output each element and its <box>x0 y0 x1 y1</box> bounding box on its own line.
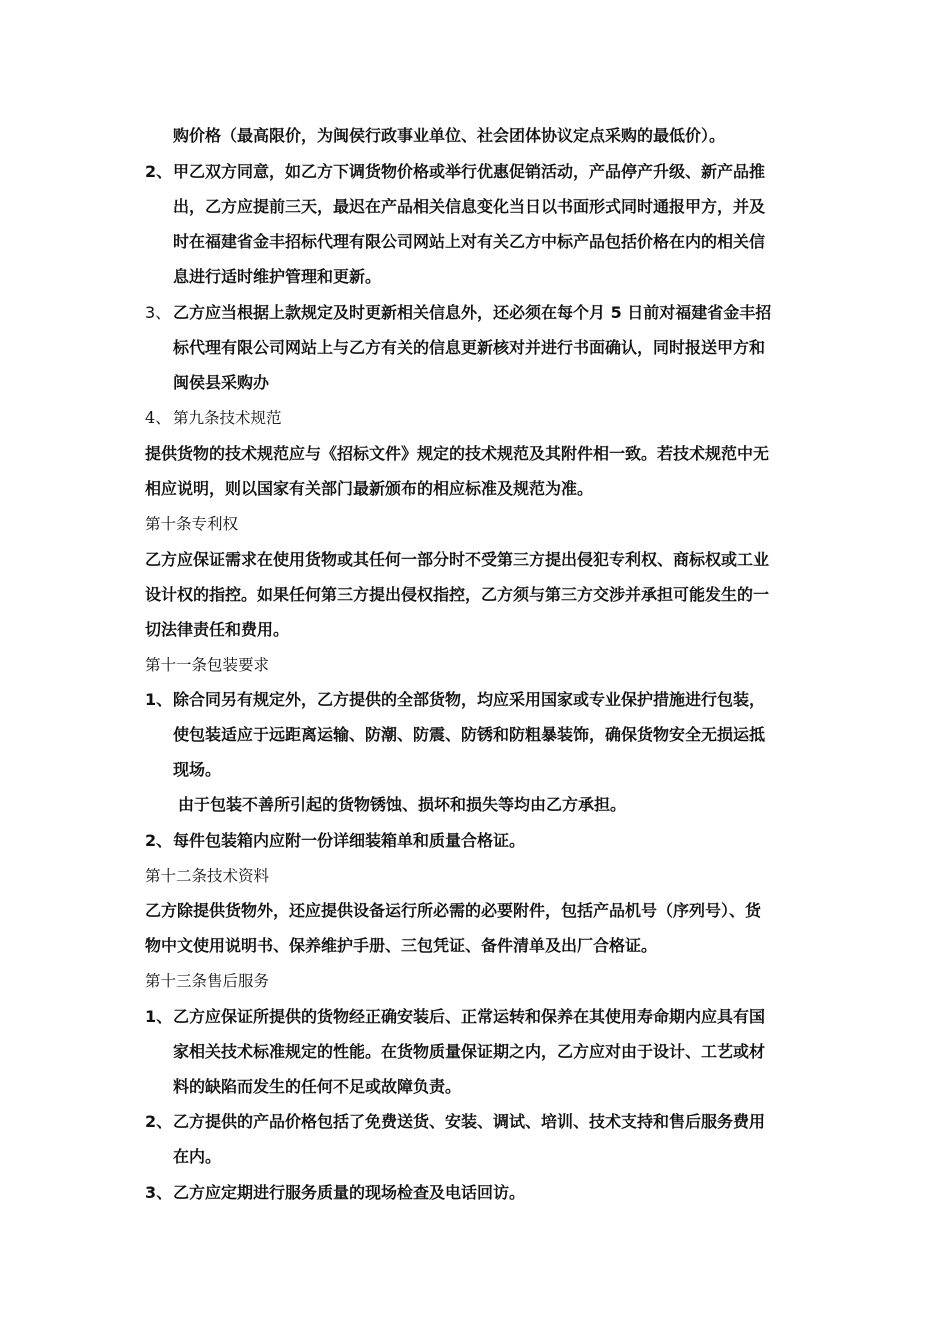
paragraph-line: 甲乙双方同意，如乙方下调货物价格或举行优惠促销活动，产品停产升级、新产品推 <box>173 162 766 181</box>
list-number: 1、 <box>145 1007 173 1026</box>
section-heading: 第十条专利权 <box>145 515 239 533</box>
paragraph-line: 由于包装不善所引起的货物锈蚀、损坏和损失等均由乙方承担。 <box>178 795 627 814</box>
paragraph-line: 乙方应保证所提供的货物经正确安装后、正常运转和保养在其使用寿命期内应具有国 <box>173 1007 766 1026</box>
paragraph-line: 标代理有限公司网站上与乙方有关的信息更新核对并进行书面确认，同时报送甲方和 <box>173 338 766 357</box>
paragraph-line: 出，乙方应提前三天，最迟在产品相关信息变化当日以书面形式同时通报甲方，并及 <box>173 197 766 216</box>
paragraph-line: 提供货物的技术规范应与《招标文件》规定的技术规范及其附件相一致。若技术规范中无 <box>145 444 770 463</box>
list-number: 2、 <box>145 162 173 181</box>
paragraph-line: 乙方应保证需求在使用货物或其任何一部分时不受第三方提出侵犯专利权、商标权或工业 <box>145 550 770 569</box>
paragraph-line: 料的缺陷而发生的任何不足或故障负责。 <box>173 1077 462 1096</box>
list-number: 3、 <box>145 303 172 322</box>
paragraph-line: 在内。 <box>173 1147 222 1166</box>
paragraph-line: 切法律责任和费用。 <box>145 620 290 639</box>
paragraph-line: 时在福建省金丰招标代理有限公司网站上对有关乙方中标产品包括价格在内的相关信 <box>173 232 766 251</box>
paragraph-line: 除合同另有规定外，乙方提供的全部货物，均应采用国家或专业保护措施进行包装， <box>173 690 766 709</box>
list-number: 4、 <box>145 408 172 427</box>
section-heading: 第十二条技术资料 <box>145 867 270 885</box>
paragraph-line: 相应说明，则以国家有关部门最新颁布的相应标准及规范为准。 <box>145 479 594 498</box>
paragraph-line: 每件包装箱内应附一份详细装箱单和质量合格证。 <box>173 831 526 850</box>
paragraph-line: 乙方提供的产品价格包括了免费送货、安装、调试、培训、技术支持和售后服务费用 <box>173 1112 766 1131</box>
section-heading: 第十一条包装要求 <box>145 656 270 674</box>
list-number: 1、 <box>145 690 173 709</box>
paragraph-line: 乙方除提供货物外，还应提供设备运行所必需的必要附件，包括产品机号（序列号）、货 <box>145 901 762 920</box>
paragraph-line: 息进行适时维护管理和更新。 <box>173 267 382 286</box>
section-heading: 第九条技术规范 <box>173 409 282 427</box>
paragraph-line: 使包装适应于远距离运输、防潮、防震、防锈和防粗暴装饰，确保货物安全无损运抵 <box>173 725 766 744</box>
paragraph-line: 乙方应当根据上款规定及时更新相关信息外，还必须在每个月 5 日前对福建省金丰招 <box>173 303 772 322</box>
paragraph-line: 现场。 <box>173 760 222 779</box>
list-number: 2、 <box>145 831 173 850</box>
paragraph-line: 设计权的指控。如果任何第三方提出侵权指控，乙方须与第三方交涉并承担可能发生的一 <box>145 585 770 604</box>
list-number: 2、 <box>145 1112 173 1131</box>
section-heading: 第十三条售后服务 <box>145 972 270 990</box>
paragraph-line: 乙方应定期进行服务质量的现场检查及电话回访。 <box>173 1183 526 1202</box>
list-number: 3、 <box>145 1183 173 1202</box>
paragraph-line: 闽侯县采购办 <box>173 373 270 392</box>
paragraph-line: 家相关技术标准规定的性能。在货物质量保证期之内，乙方应对由于设计、工艺或材 <box>173 1042 766 1061</box>
paragraph-line: 购价格（最高限价，为闽侯行政事业单位、社会团体协议定点采购的最低价）。 <box>173 126 726 145</box>
paragraph-line: 物中文使用说明书、保养维护手册、三包凭证、备件清单及出厂合格证。 <box>145 936 658 955</box>
